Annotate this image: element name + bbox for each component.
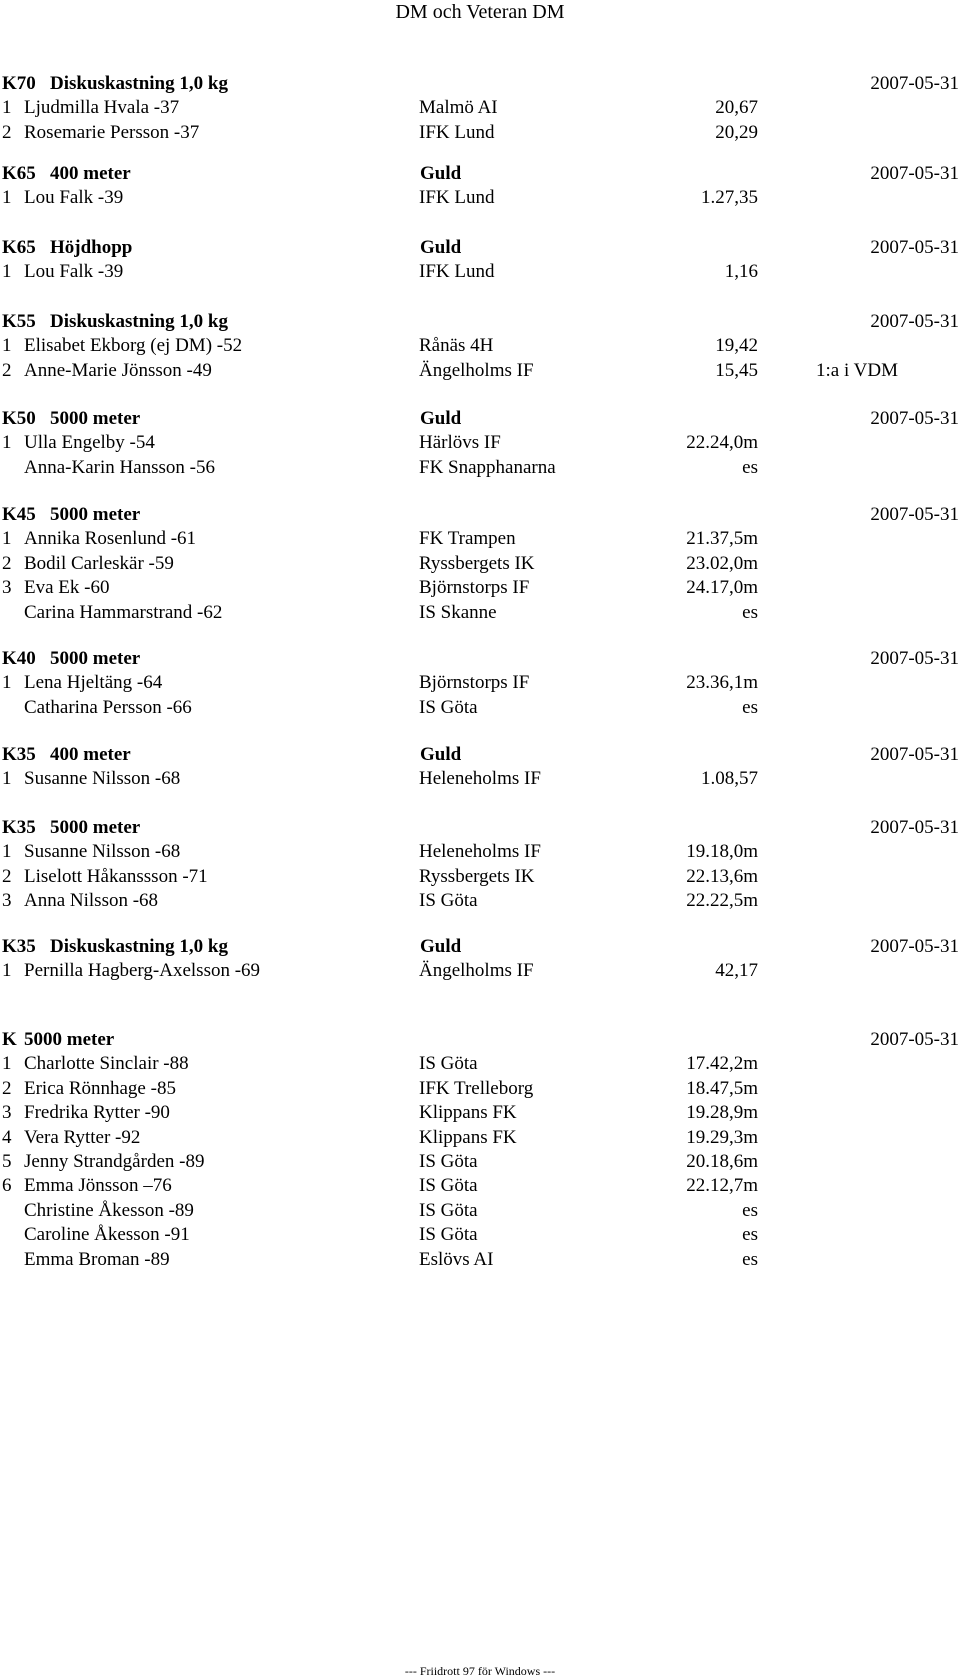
athlete-name: Lena Hjeltäng -64 [24, 672, 163, 694]
result-value: es [742, 1248, 758, 1270]
result-row [0, 865, 960, 889]
result-row [0, 1150, 960, 1174]
club-name: IFK Lund [419, 187, 495, 209]
result-row [0, 767, 960, 791]
result-note: 1:a i VDM [816, 359, 898, 381]
result-row [0, 1248, 960, 1272]
result-value: 19.28,9m [686, 1102, 758, 1124]
place-number: 5 [2, 1151, 12, 1172]
club-name: Klippans FK [419, 1126, 517, 1148]
place-number: 1 [2, 432, 12, 454]
class-code: K55 [2, 311, 36, 332]
athlete-name: Rosemarie Persson -37 [24, 121, 200, 143]
section-header [0, 72, 960, 96]
place-number: 4 [2, 1126, 12, 1148]
athlete-name: Susanne Nilsson -68 [24, 841, 181, 863]
result-value: 19.29,3m [686, 1126, 758, 1148]
event-date: 2007-05-31 [870, 1029, 959, 1050]
result-row [0, 889, 960, 913]
page-footer: --- Friidrott 97 för Windows --- [404, 1664, 556, 1678]
class-code: K35 [2, 936, 36, 957]
athlete-name: Anna-Karin Hansson -56 [24, 456, 216, 478]
section-header [0, 310, 960, 334]
place-number: 1 [2, 187, 12, 209]
section-header [0, 236, 960, 260]
club-name: Heleneholms IF [419, 768, 541, 790]
athlete-name: Anna Nilsson -68 [24, 890, 159, 912]
section-header [0, 1028, 960, 1052]
athlete-name: Elisabet Ekborg (ej DM) -52 [24, 335, 243, 357]
club-name: IS Göta [419, 890, 478, 912]
result-row [0, 576, 960, 600]
athlete-name: Carina Hammarstrand -62 [24, 601, 223, 623]
result-row [0, 552, 960, 576]
result-value: 24.17,0m [686, 577, 758, 599]
athlete-name: Susanne Nilsson -68 [24, 768, 181, 790]
club-name: Rånäs 4H [419, 335, 494, 357]
athlete-name: Caroline Åkesson -91 [24, 1224, 190, 1246]
result-value: es [742, 456, 758, 478]
club-name: Ängelholms IF [419, 960, 534, 982]
place-number: 3 [2, 1102, 12, 1124]
club-name: Heleneholms IF [419, 841, 541, 863]
gold-label: Guld [420, 408, 462, 429]
club-name: IS Göta [419, 1053, 478, 1075]
result-row [0, 1101, 960, 1125]
club-name: IS Göta [419, 1151, 478, 1172]
event-date: 2007-05-31 [870, 648, 959, 669]
event-name: 5000 meter [50, 648, 141, 669]
class-code: K50 [2, 408, 36, 429]
result-row [0, 431, 960, 455]
athlete-name: Anne-Marie Jönsson -49 [24, 359, 212, 381]
place-number: 1 [2, 960, 12, 982]
athlete-name: Ljudmilla Hvala -37 [24, 97, 180, 119]
athlete-name: Bodil Carleskär -59 [24, 552, 174, 574]
athlete-name: Annika Rosenlund -61 [24, 528, 197, 550]
class-code: K45 [2, 504, 36, 525]
result-value: es [742, 601, 758, 623]
result-row [0, 1052, 960, 1076]
club-name: IS Göta [419, 696, 478, 718]
club-name: Björnstorps IF [419, 577, 530, 599]
place-number: 1 [2, 97, 12, 119]
section-header [0, 816, 960, 840]
place-number: 2 [2, 1077, 12, 1099]
place-number: 1 [2, 672, 12, 694]
result-value: 22.22,5m [686, 890, 758, 912]
place-number: 1 [2, 261, 12, 283]
club-name: IS Göta [419, 1175, 478, 1197]
result-row [0, 959, 960, 983]
result-row [0, 96, 960, 120]
event-name: 5000 meter [50, 817, 141, 838]
section-header [0, 647, 960, 671]
result-value: 22.13,6m [686, 865, 758, 887]
club-name: Ängelholms IF [419, 359, 534, 381]
place-number: 2 [2, 865, 12, 887]
athlete-name: Lou Falk -39 [24, 187, 124, 209]
event-name: 5000 meter [24, 1029, 115, 1050]
place-number: 1 [2, 768, 12, 790]
result-value: es [742, 1199, 758, 1221]
athlete-name: Catharina Persson -66 [24, 696, 192, 718]
result-value: 23.02,0m [686, 552, 758, 574]
athlete-name: Charlotte Sinclair -88 [24, 1053, 189, 1075]
club-name: IS Göta [419, 1224, 478, 1246]
section-header [0, 162, 960, 186]
result-row [0, 671, 960, 695]
result-value: 20,67 [715, 97, 758, 119]
result-row [0, 527, 960, 551]
result-row [0, 186, 960, 210]
result-row [0, 121, 960, 145]
result-value: 15,45 [715, 359, 758, 381]
section-header [0, 935, 960, 959]
result-value: 21.37,5m [686, 528, 758, 550]
class-code: K65 [2, 163, 36, 184]
athlete-name: Emma Jönsson –76 [24, 1175, 172, 1197]
club-name: IFK Lund [419, 121, 495, 143]
athlete-name: Liselott Håkanssson -71 [24, 865, 208, 887]
result-value: 1.27,35 [701, 187, 758, 209]
athlete-name: Eva Ek -60 [24, 577, 110, 599]
place-number: 3 [2, 577, 12, 599]
class-code: K65 [2, 237, 36, 258]
event-date: 2007-05-31 [870, 163, 959, 184]
result-value: es [742, 1224, 758, 1246]
athlete-name: Fredrika Rytter -90 [24, 1102, 170, 1124]
place-number: 3 [2, 890, 12, 912]
result-value: 22.12,7m [686, 1175, 758, 1197]
event-date: 2007-05-31 [870, 936, 959, 957]
gold-label: Guld [420, 744, 462, 765]
club-name: FK Trampen [419, 528, 516, 550]
event-name: Diskuskastning 1,0 kg [50, 936, 228, 957]
place-number: 2 [2, 552, 12, 574]
club-name: Härlövs IF [419, 432, 501, 454]
athlete-name: Jenny Strandgården -89 [24, 1151, 205, 1172]
place-number: 1 [2, 841, 12, 863]
gold-label: Guld [420, 237, 462, 258]
club-name: IS Göta [419, 1199, 478, 1221]
club-name: Eslövs AI [419, 1248, 494, 1270]
event-date: 2007-05-31 [870, 408, 959, 429]
place-number: 1 [2, 1053, 12, 1075]
result-row [0, 1077, 960, 1101]
class-code: K35 [2, 817, 36, 838]
place-number: 1 [2, 335, 12, 357]
athlete-name: Emma Broman -89 [24, 1248, 170, 1270]
athlete-name: Erica Rönnhage -85 [24, 1077, 176, 1099]
result-row [0, 1126, 960, 1150]
result-value: 18.47,5m [686, 1077, 758, 1099]
result-value: 23.36,1m [686, 672, 758, 694]
result-value: 20.18,6m [686, 1151, 758, 1172]
place-number: 1 [2, 528, 12, 550]
result-row [0, 334, 960, 358]
event-name: 400 meter [50, 744, 131, 765]
result-value: 22.24,0m [686, 432, 758, 454]
club-name: Malmö AI [419, 97, 498, 119]
result-row [0, 359, 960, 383]
section-header [0, 743, 960, 767]
section-header [0, 503, 960, 527]
event-date: 2007-05-31 [870, 744, 959, 765]
event-name: Diskuskastning 1,0 kg [50, 73, 228, 94]
event-date: 2007-05-31 [870, 504, 959, 525]
class-code: K35 [2, 744, 36, 765]
gold-label: Guld [420, 163, 462, 184]
event-name: 5000 meter [50, 504, 141, 525]
club-name: Ryssbergets IK [419, 552, 535, 574]
event-date: 2007-05-31 [870, 73, 959, 94]
result-value: 17.42,2m [686, 1053, 758, 1075]
event-name: Höjdhopp [50, 237, 133, 258]
club-name: Klippans FK [419, 1102, 517, 1124]
result-row [0, 696, 960, 720]
athlete-name: Ulla Engelby -54 [24, 432, 155, 454]
result-row [0, 840, 960, 864]
result-value: 1,16 [724, 261, 758, 283]
event-name: Diskuskastning 1,0 kg [50, 311, 228, 332]
result-row [0, 260, 960, 284]
result-row [0, 1174, 960, 1198]
result-value: 19.18,0m [686, 841, 758, 863]
section-header [0, 407, 960, 431]
event-date: 2007-05-31 [870, 311, 959, 332]
page-header: DM och Veteran DM [395, 1, 565, 23]
athlete-name: Vera Rytter -92 [24, 1126, 141, 1148]
result-value: 1.08,57 [701, 768, 758, 790]
event-name: 400 meter [50, 163, 131, 184]
gold-label: Guld [420, 936, 462, 957]
athlete-name: Lou Falk -39 [24, 261, 124, 283]
club-name: FK Snapphanarna [419, 456, 556, 478]
place-number: 2 [2, 121, 12, 143]
place-number: 6 [2, 1175, 12, 1197]
result-value: 42,17 [715, 960, 758, 982]
result-value: 19,42 [715, 335, 758, 357]
result-row [0, 1199, 960, 1223]
club-name: IFK Trelleborg [419, 1077, 534, 1099]
athlete-name: Pernilla Hagberg-Axelsson -69 [24, 960, 261, 982]
result-row [0, 601, 960, 625]
club-name: Björnstorps IF [419, 672, 530, 694]
class-code: K70 [2, 73, 36, 94]
class-code: K [2, 1029, 17, 1050]
place-number: 2 [2, 359, 12, 381]
result-row [0, 1223, 960, 1247]
event-date: 2007-05-31 [870, 237, 959, 258]
result-value: 20,29 [715, 121, 758, 143]
club-name: IFK Lund [419, 261, 495, 283]
event-date: 2007-05-31 [870, 817, 959, 838]
class-code: K40 [2, 648, 36, 669]
club-name: Ryssbergets IK [419, 865, 535, 887]
club-name: IS Skanne [419, 601, 497, 623]
athlete-name: Christine Åkesson -89 [24, 1199, 194, 1221]
result-row [0, 456, 960, 480]
event-name: 5000 meter [50, 408, 141, 429]
result-value: es [742, 696, 758, 718]
